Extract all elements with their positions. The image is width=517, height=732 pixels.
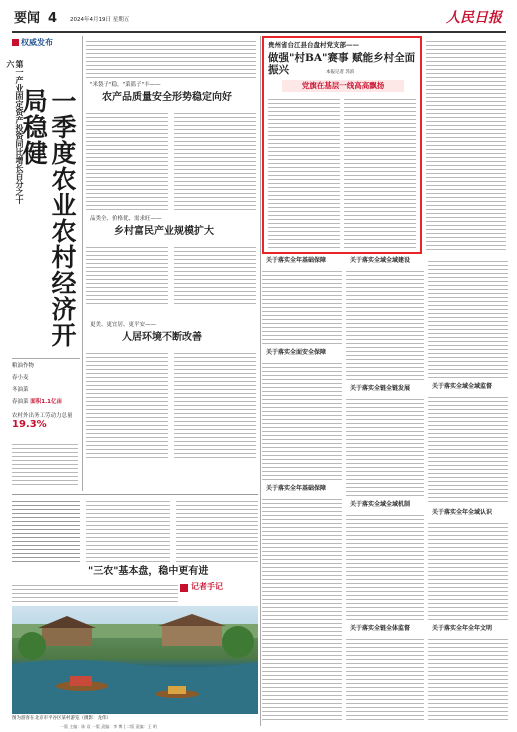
sub-section-6-body bbox=[346, 512, 424, 620]
sub-section-6-headline: 关于落实全域全域机制 bbox=[350, 501, 411, 508]
sub-section-7-body bbox=[346, 636, 424, 722]
stat-4: 春油菜 面积1.1亿亩 bbox=[12, 399, 63, 405]
sub-section-1-body bbox=[262, 268, 342, 346]
article-2-kicker: 品类全、价格优、需求旺—— bbox=[90, 216, 162, 222]
article-1-body-left bbox=[86, 110, 168, 210]
sub-section-8-body bbox=[428, 394, 508, 504]
center-divider bbox=[260, 36, 261, 726]
article-4-body-mid bbox=[86, 498, 170, 564]
sub-section-2-body bbox=[262, 360, 342, 480]
left-column bbox=[5, 36, 80, 491]
sub-section-7-headline: 关于落实全链全体监督 bbox=[350, 625, 411, 632]
featured-article bbox=[262, 36, 422, 254]
party-banner: 党旗在基层一线高高飘扬 bbox=[282, 80, 404, 92]
page-number: 4 bbox=[48, 11, 58, 26]
article-4-body-right bbox=[176, 498, 258, 564]
featured-continuation bbox=[426, 38, 506, 252]
article-2-body-left bbox=[86, 244, 168, 304]
notes-icon bbox=[180, 584, 188, 592]
photo-caption: 图为游客在北京市平谷区某村游览（摄影：龙伟） bbox=[12, 716, 111, 721]
article-1 bbox=[86, 82, 256, 212]
upper-lower-divider bbox=[12, 494, 258, 495]
left-headline: 一季度农业农村经济开局稳健 bbox=[19, 88, 77, 348]
sub-section-8-headline: 关于落实全域全域监督 bbox=[432, 383, 493, 390]
stat-5: 农村外出务工劳动力总量 19.3% bbox=[12, 413, 73, 431]
release-icon bbox=[12, 39, 19, 46]
masthead bbox=[14, 10, 506, 30]
article-4-continued bbox=[12, 582, 178, 604]
sub-section-10-body bbox=[428, 636, 508, 722]
article-4-headline: "三农"基本盘，稳中更有进 bbox=[88, 566, 209, 577]
sub-section-1-headline: 关于落实全年基础保障 bbox=[266, 257, 327, 264]
stat-1: 粮油作物 bbox=[12, 363, 35, 369]
issue-date: 2024年4月19日 星期五 bbox=[70, 17, 130, 23]
article-2-body-right bbox=[174, 244, 256, 304]
sub-section-7-continued bbox=[428, 258, 508, 378]
lead-paragraph bbox=[86, 38, 256, 78]
sub-section-9-headline: 关于落实全年全域认识 bbox=[432, 509, 493, 516]
article-1-body-right bbox=[174, 110, 256, 210]
article-2-headline: 乡村富民产业规模扩大 bbox=[114, 226, 214, 237]
sub-section-2-headline: 关于落实全面安全保障 bbox=[266, 349, 327, 356]
left-kicker: 第一产业固定资产投资同比增长百分之十六 bbox=[5, 60, 24, 204]
sub-section-4-headline: 关于落实全域全域建设 bbox=[350, 257, 411, 264]
article-3-headline: 人居环境不断改善 bbox=[122, 332, 202, 343]
article-3-body-right bbox=[174, 350, 256, 460]
featured-photo bbox=[12, 606, 258, 714]
section-title: 要闻 bbox=[14, 11, 41, 26]
article-1-kicker: "米袋子"稳，"菜篮子"丰—— bbox=[90, 82, 161, 88]
article-4 bbox=[12, 498, 258, 566]
featured-body-left bbox=[268, 96, 340, 250]
newspaper-logo: 人民日报 bbox=[446, 10, 502, 26]
photo-scene bbox=[12, 606, 258, 714]
featured-body-right bbox=[344, 96, 416, 250]
footer-credits: 一版 主编：陈 双 一版 责编：李 博 | 二版 责编：王 明 bbox=[60, 724, 157, 729]
sub-section-5-body bbox=[346, 396, 424, 496]
article-3 bbox=[86, 322, 256, 462]
article-2 bbox=[86, 216, 256, 306]
sub-section-3-headline: 关于落实全年基础保障 bbox=[266, 485, 327, 492]
article-4-body-left bbox=[12, 498, 80, 564]
article-3-body-left bbox=[86, 350, 168, 460]
article-3-kicker: 更美、更宜居、更平安—— bbox=[90, 322, 157, 328]
authority-release-heading: 权威发布 bbox=[12, 38, 80, 47]
sub-section-4-body bbox=[346, 268, 424, 380]
reporter-notes-heading: 记者手记 bbox=[180, 580, 258, 602]
stats-box bbox=[12, 358, 80, 489]
featured-byline: 本报记者 苏滨 bbox=[326, 70, 355, 75]
sub-section-10-headline: 关于落实全年全年文明 bbox=[432, 625, 493, 632]
stat-3: 冬油菜 bbox=[12, 387, 29, 393]
sub-sections bbox=[262, 258, 508, 724]
sub-section-5-headline: 关于落实全链全链发展 bbox=[350, 385, 411, 392]
featured-kicker: 贵州省台江县台盘村党支部—— bbox=[268, 41, 359, 49]
left-column-divider bbox=[82, 36, 83, 491]
article-1-headline: 农产品质量安全形势稳定向好 bbox=[102, 92, 232, 103]
stat-2: 春小麦 bbox=[12, 375, 29, 381]
stats-text bbox=[12, 441, 78, 485]
sub-section-9-body bbox=[428, 520, 508, 620]
masthead-rule bbox=[12, 31, 506, 33]
sub-section-3-body bbox=[262, 496, 342, 722]
featured-headline: 做强"村BA"赛事 赋能乡村全面振兴 bbox=[268, 52, 416, 77]
